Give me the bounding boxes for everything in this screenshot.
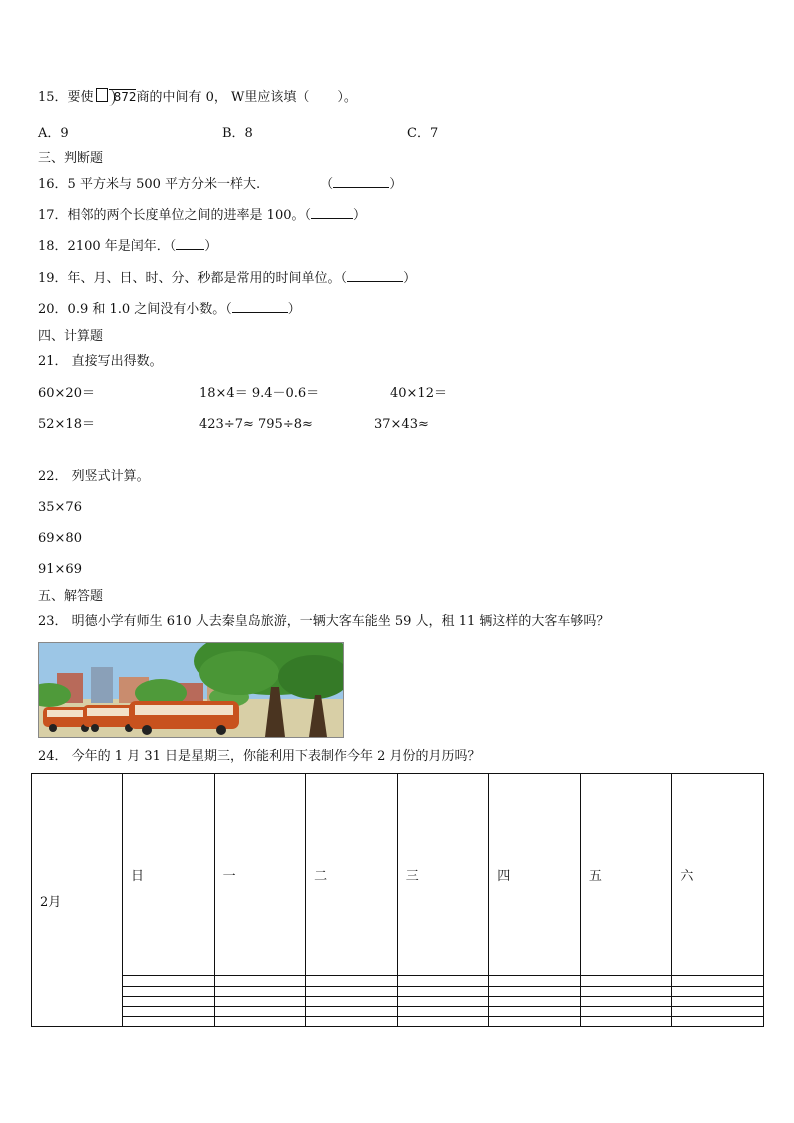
calc-item: 52×18＝ [38,417,95,432]
question-20 [38,302,301,318]
calendar-week-row [32,976,764,986]
option-b: B．8 [222,126,253,141]
weekday-header: 四 [489,774,581,976]
month-label: 2月 [32,774,123,1027]
answer-box [96,88,108,102]
calendar-cell[interactable] [580,996,672,1006]
question-15 [38,88,357,106]
calendar-cell[interactable] [580,976,672,986]
calendar-header-row [32,774,764,976]
calc-item: 60×20＝ [38,386,95,401]
calendar-cell[interactable] [580,1016,672,1026]
calendar-cell[interactable] [489,1016,581,1026]
calc-item: 423÷7≈ 795÷8≈ [199,417,313,432]
vertical-calc-item: 69×80 [38,531,82,546]
calendar-cell[interactable] [489,986,581,996]
answer-blank [176,249,204,250]
question-number: 15． [38,90,68,105]
calendar-cell[interactable] [123,976,215,986]
calendar-cell[interactable] [397,1006,489,1016]
section-heading-solve: 五、解答题 [38,589,104,604]
weekday-header: 三 [397,774,489,976]
question-text: 相邻的两个长度单位之间的进率是 100。（ [67,208,311,223]
long-division-bracket [109,89,137,104]
calendar-cell[interactable] [397,976,489,986]
section-heading-calc: 四、计算题 [38,329,104,344]
option-a: A．9 [38,126,69,141]
question-text: 年、月、日、时、分、秒都是常用的时间单位。（ [67,271,348,286]
calendar-cell[interactable] [672,1006,764,1016]
bus-scene-svg [39,643,343,737]
question-number: 17． [38,208,68,223]
question-number: 16． [38,177,68,192]
weekday-header: 五 [580,774,672,976]
calendar-week-row [32,986,764,996]
question-text: 5 平方米与 500 平方分米一样大. [67,177,261,192]
question-text: 商的中间有 0， W里应该填（ [136,90,310,105]
calendar-cell[interactable] [489,1006,581,1016]
calendar-cell[interactable] [397,986,489,996]
calendar-cell[interactable] [397,1016,489,1026]
question-19 [38,271,416,287]
vertical-calc-item: 35×76 [38,500,82,515]
calendar-week-row [32,1006,764,1016]
calendar-cell[interactable] [214,986,306,996]
calendar-cell[interactable] [306,1006,398,1016]
calendar-cell[interactable] [123,1016,215,1026]
bus-illustration [38,642,344,738]
calendar-cell[interactable] [580,1006,672,1016]
question-text: 2100 年是闰年．（ [67,239,177,254]
bracket-close: ） [403,271,417,286]
calendar-cell[interactable] [672,1016,764,1026]
vertical-calc-item: 91×69 [38,562,82,577]
question-16 [38,177,402,193]
question-text: 0.9 和 1.0 之间没有小数。（ [67,302,232,317]
bracket-close: ） [287,302,301,317]
question-22-title: 22． 列竖式计算。 [38,469,150,484]
question-23: 23． 明德小学有师生 610 人去秦皇岛旅游，一辆大客车能坐 59 人，租 11 辆这样的大客车够吗？ [38,614,610,629]
dividend: 872 [113,90,137,104]
question-text: 要使 [67,90,94,105]
calc-item: 18×4＝ 9.4－0.6＝ [199,386,320,401]
calendar-cell[interactable] [123,986,215,996]
weekday-header: 一 [214,774,306,976]
calendar-cell[interactable] [306,996,398,1006]
weekday-header: 日 [123,774,215,976]
calendar-cell[interactable] [123,996,215,1006]
question-18 [38,239,217,255]
calendar-cell[interactable] [397,996,489,1006]
answer-blank [232,312,288,313]
calendar-cell[interactable] [672,976,764,986]
weekday-header: 二 [306,774,398,976]
calendar-cell[interactable] [489,996,581,1006]
calendar-cell[interactable] [306,986,398,996]
calendar-cell[interactable] [214,976,306,986]
calc-item: 37×43≈ [374,417,429,432]
weekday-header: 六 [672,774,764,976]
calendar-cell[interactable] [214,996,306,1006]
calendar-cell[interactable] [214,1006,306,1016]
answer-blank [311,218,353,219]
answer-blank [347,281,403,282]
section-heading-judge: 三、判断题 [38,151,104,166]
calendar-cell[interactable] [672,986,764,996]
option-c: C．7 [407,126,439,141]
calendar-cell[interactable] [214,1016,306,1026]
question-24: 24． 今年的 1 月 31 日是星期三，你能利用下表制作今年 2 月份的月历吗？ [38,749,481,764]
bracket-close: ） [353,208,367,223]
calendar-cell[interactable] [306,1016,398,1026]
bracket-close: ） [204,239,218,254]
calendar-cell[interactable] [306,976,398,986]
calendar-week-row [32,996,764,1006]
calendar-table [31,773,764,1027]
question-text: ）。 [337,90,357,105]
question-number: 18． [38,239,68,254]
bracket-open: （ [320,177,334,192]
calendar-week-row [32,1016,764,1026]
calendar-cell[interactable] [489,976,581,986]
calendar-cell[interactable] [580,986,672,996]
calc-item: 40×12＝ [390,386,447,401]
question-17 [38,208,366,224]
bracket-close: ） [389,177,403,192]
question-number: 20． [38,302,68,317]
question-number: 19． [38,271,68,286]
question-21-title: 21． 直接写出得数。 [38,354,163,369]
answer-blank [333,187,389,188]
calendar-cell[interactable] [672,996,764,1006]
calendar-cell[interactable] [123,1006,215,1016]
